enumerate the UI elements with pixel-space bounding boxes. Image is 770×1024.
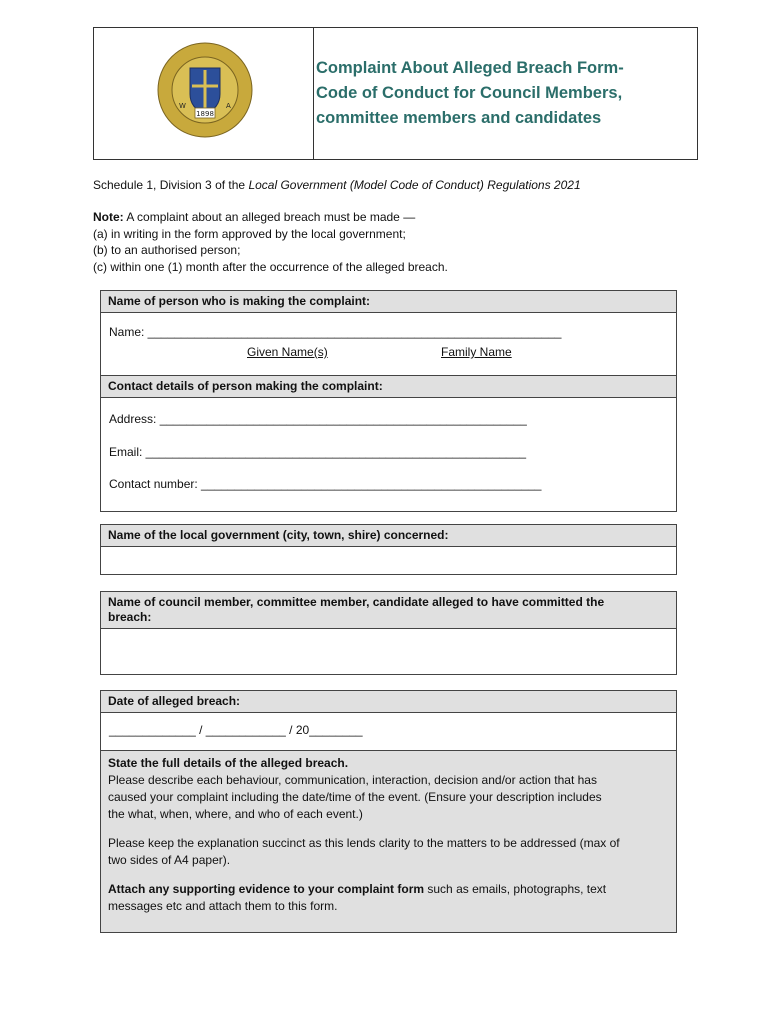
member-heading: Name of council member, committee member, candidate alleged to have committed the breach: <box>101 592 676 629</box>
note-item-a: (a) in writing in the form approved by the local government; <box>93 226 406 241</box>
schedule-reference: Schedule 1, Division 3 of the Local Government (Model Code of Conduct) Regulations 2021 <box>93 178 581 192</box>
local-government-heading: Name of the local government (city, town, shire) concerned: <box>101 525 676 547</box>
header-divider <box>313 28 314 159</box>
complainant-heading: Name of person who is making the complaint: <box>101 291 676 313</box>
name-field[interactable]: Name: ______________________________________________________________ <box>109 325 562 339</box>
member-section <box>100 591 677 675</box>
contact-heading: Contact details of person making the complaint: <box>101 375 676 398</box>
title-line-3: committee members and candidates <box>316 109 602 127</box>
local-government-section <box>100 524 677 575</box>
complainant-section <box>100 290 677 512</box>
contact-number-field[interactable]: Contact number: ___________________________________________________ <box>109 477 542 491</box>
details-heading: State the full details of the alleged breach. <box>108 756 349 770</box>
breach-details-block: State the full details of the alleged breach. Please describe each behaviour, communication, interaction, decision and/or action that has caused your complaint including the date/time of the event. (Ensure your description includes the what, when, where, and who of each event.) Please keep the explanation succinct as this lends clarity to the matters to be addressed (max of two sides of A4 paper). Attach any supporting evidence to your complaint form such as emails, photographs, text messages etc and attach them to this form. <box>101 750 676 932</box>
logo-letter-a: A <box>226 102 231 110</box>
note-block: Note: A complaint about an alleged breach must be made — (a) in writing in the form approved by the local government; (b) to an authorised person; (c) within one (1) month after the occurrence of the alleged breach. <box>93 210 448 274</box>
logo-letter-w: W <box>179 102 186 110</box>
given-name-label: Given Name(s) <box>247 345 328 359</box>
breach-date-field[interactable]: _____________ / ____________ / 20________ <box>109 723 363 737</box>
note-item-c: (c) within one (1) month after the occurrence of the alleged breach. <box>93 259 448 274</box>
email-field[interactable]: Email: _________________________________________________________ <box>109 445 527 459</box>
title-line-1: Complaint About Alleged Breach Form- <box>316 59 624 77</box>
form-title <box>316 56 696 131</box>
town-crest-logo <box>157 42 253 138</box>
address-field[interactable]: Address: _______________________________________________________ <box>109 412 527 426</box>
breach-date-section <box>100 690 677 933</box>
logo-year: 1898 <box>196 110 214 118</box>
breach-date-heading: Date of alleged breach: <box>101 691 676 713</box>
title-line-2: Code of Conduct for Council Members, <box>316 84 623 102</box>
note-item-b: (b) to an authorised person; <box>93 243 241 257</box>
family-name-label: Family Name <box>441 345 512 359</box>
form-header <box>93 27 698 160</box>
